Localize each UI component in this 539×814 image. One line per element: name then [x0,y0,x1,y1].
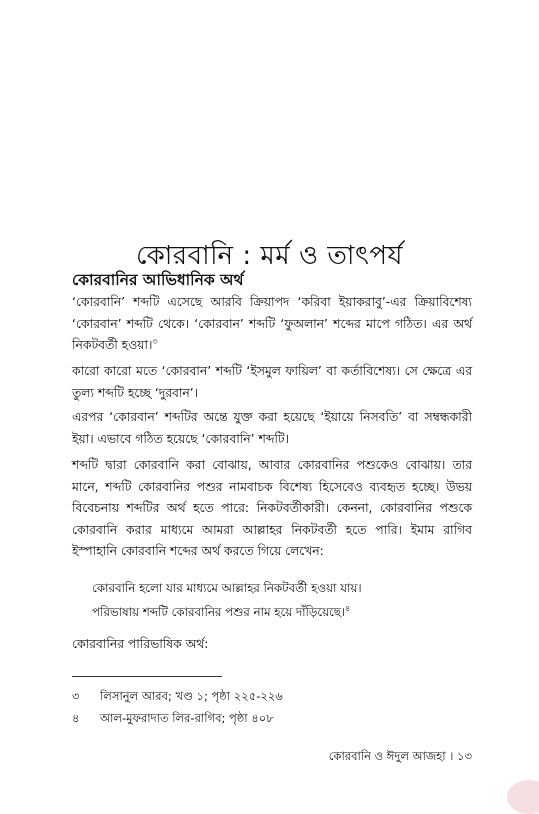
running-footer: কোরবানি ও ঈদুল আজহা । ১৩ [328,749,472,763]
corner-mark [507,780,539,814]
footnote-text: লিসানুল আরব; খণ্ড ১; পৃষ্ঠা ২২৫-২২৬ [100,689,283,703]
chapter-title: কোরবানি : মর্ম ও তাৎপর্য [136,241,403,272]
footnote-divider [72,676,222,677]
paragraph-2 [72,361,472,404]
quote-1 [92,576,472,600]
footnote-ref-3: ৩ [152,336,158,346]
footnote-number: ৪ [72,711,80,725]
quote-2 [92,600,472,624]
paragraph-1-text: ‘কোরবানি’ শব্দটি এসেছে আরবি ক্রিয়াপদ ‘করিবা ইয়াকরাবু’-এর ক্রিয়াবিশেষ্য ‘কোরবান’ শব্দটি থেকে। ‘কোরবান’ শব্দটি ‘ফুঅলান’ শব্দের মাপে গঠিত। এর অর্থ নিকটবর্তী হওয়া। [72,295,472,352]
footnote-4 [72,710,274,726]
closing-line-text: কোরবানির পারিভাষিক অর্থ: [72,637,209,651]
section-heading: কোরবানির আভিধানিক অর্থ [72,271,244,289]
footnote-text: আল-মুফরাদাত লির-রাগিব; পৃষ্ঠা ৪০৮ [100,711,274,725]
paragraph-3 [72,407,472,450]
paragraph-3-text: এরপর ‘কোরবান’ শব্দটির অন্তে যুক্ত করা হয়েছে ‘ইয়ায়ে নিসবতি’ বা সম্বন্ধকারী ইয়া। এভাবে গঠিত হয়েছে ‘কোরবানি’ শব্দটি। [72,410,472,446]
footnote-number: ৩ [72,689,80,703]
paragraph-4 [72,455,472,563]
quote-1-text: কোরবানি হলো যার মাধ্যমে আল্লাহর নিকটবর্তী হওয়া যায়। [92,581,362,595]
paragraph-2-text: কারো কারো মতে ‘কোরবান’ শব্দটি ‘ইসমুল ফায়িল’ বা কর্তাবিশেষ্য। সে ক্ষেত্রে এর তুল্য শব্দটি হচ্ছে ‘দুরবান’। [72,364,472,400]
paragraph-4-text: শব্দটি দ্বারা কোরবানি করা বোঝায়, আবার কোরবানির পশুকেও বোঝায়। তার মানে, শব্দটি কোরবানির পশুর নামবাচক বিশেষ্য হিসেবেও ব্যবহৃত হচ্ছে। উভয় বিবেচনায় শব্দটির অর্থ হতে পারে: নিকটবর্তীকারী। কেননা, কোরবানির পশুকে কোরবানি করার মাধ্যমে আমরা আল্লাহর নিকটবর্তী হতে পারি। ইমাম রাগিব ইস্পাহানি কোরবানি শব্দের অর্থ করতে গিয়ে লেখেন: [72,458,472,558]
footnote-3 [72,688,283,704]
closing-line [72,634,472,656]
quote-2-text: পরিভাষায় শব্দটি কোরবানির পশুর নাম হয়ে দাঁড়িয়েছে। [92,605,346,619]
paragraph-1 [72,292,472,357]
footnote-ref-4: ৪ [345,604,351,614]
